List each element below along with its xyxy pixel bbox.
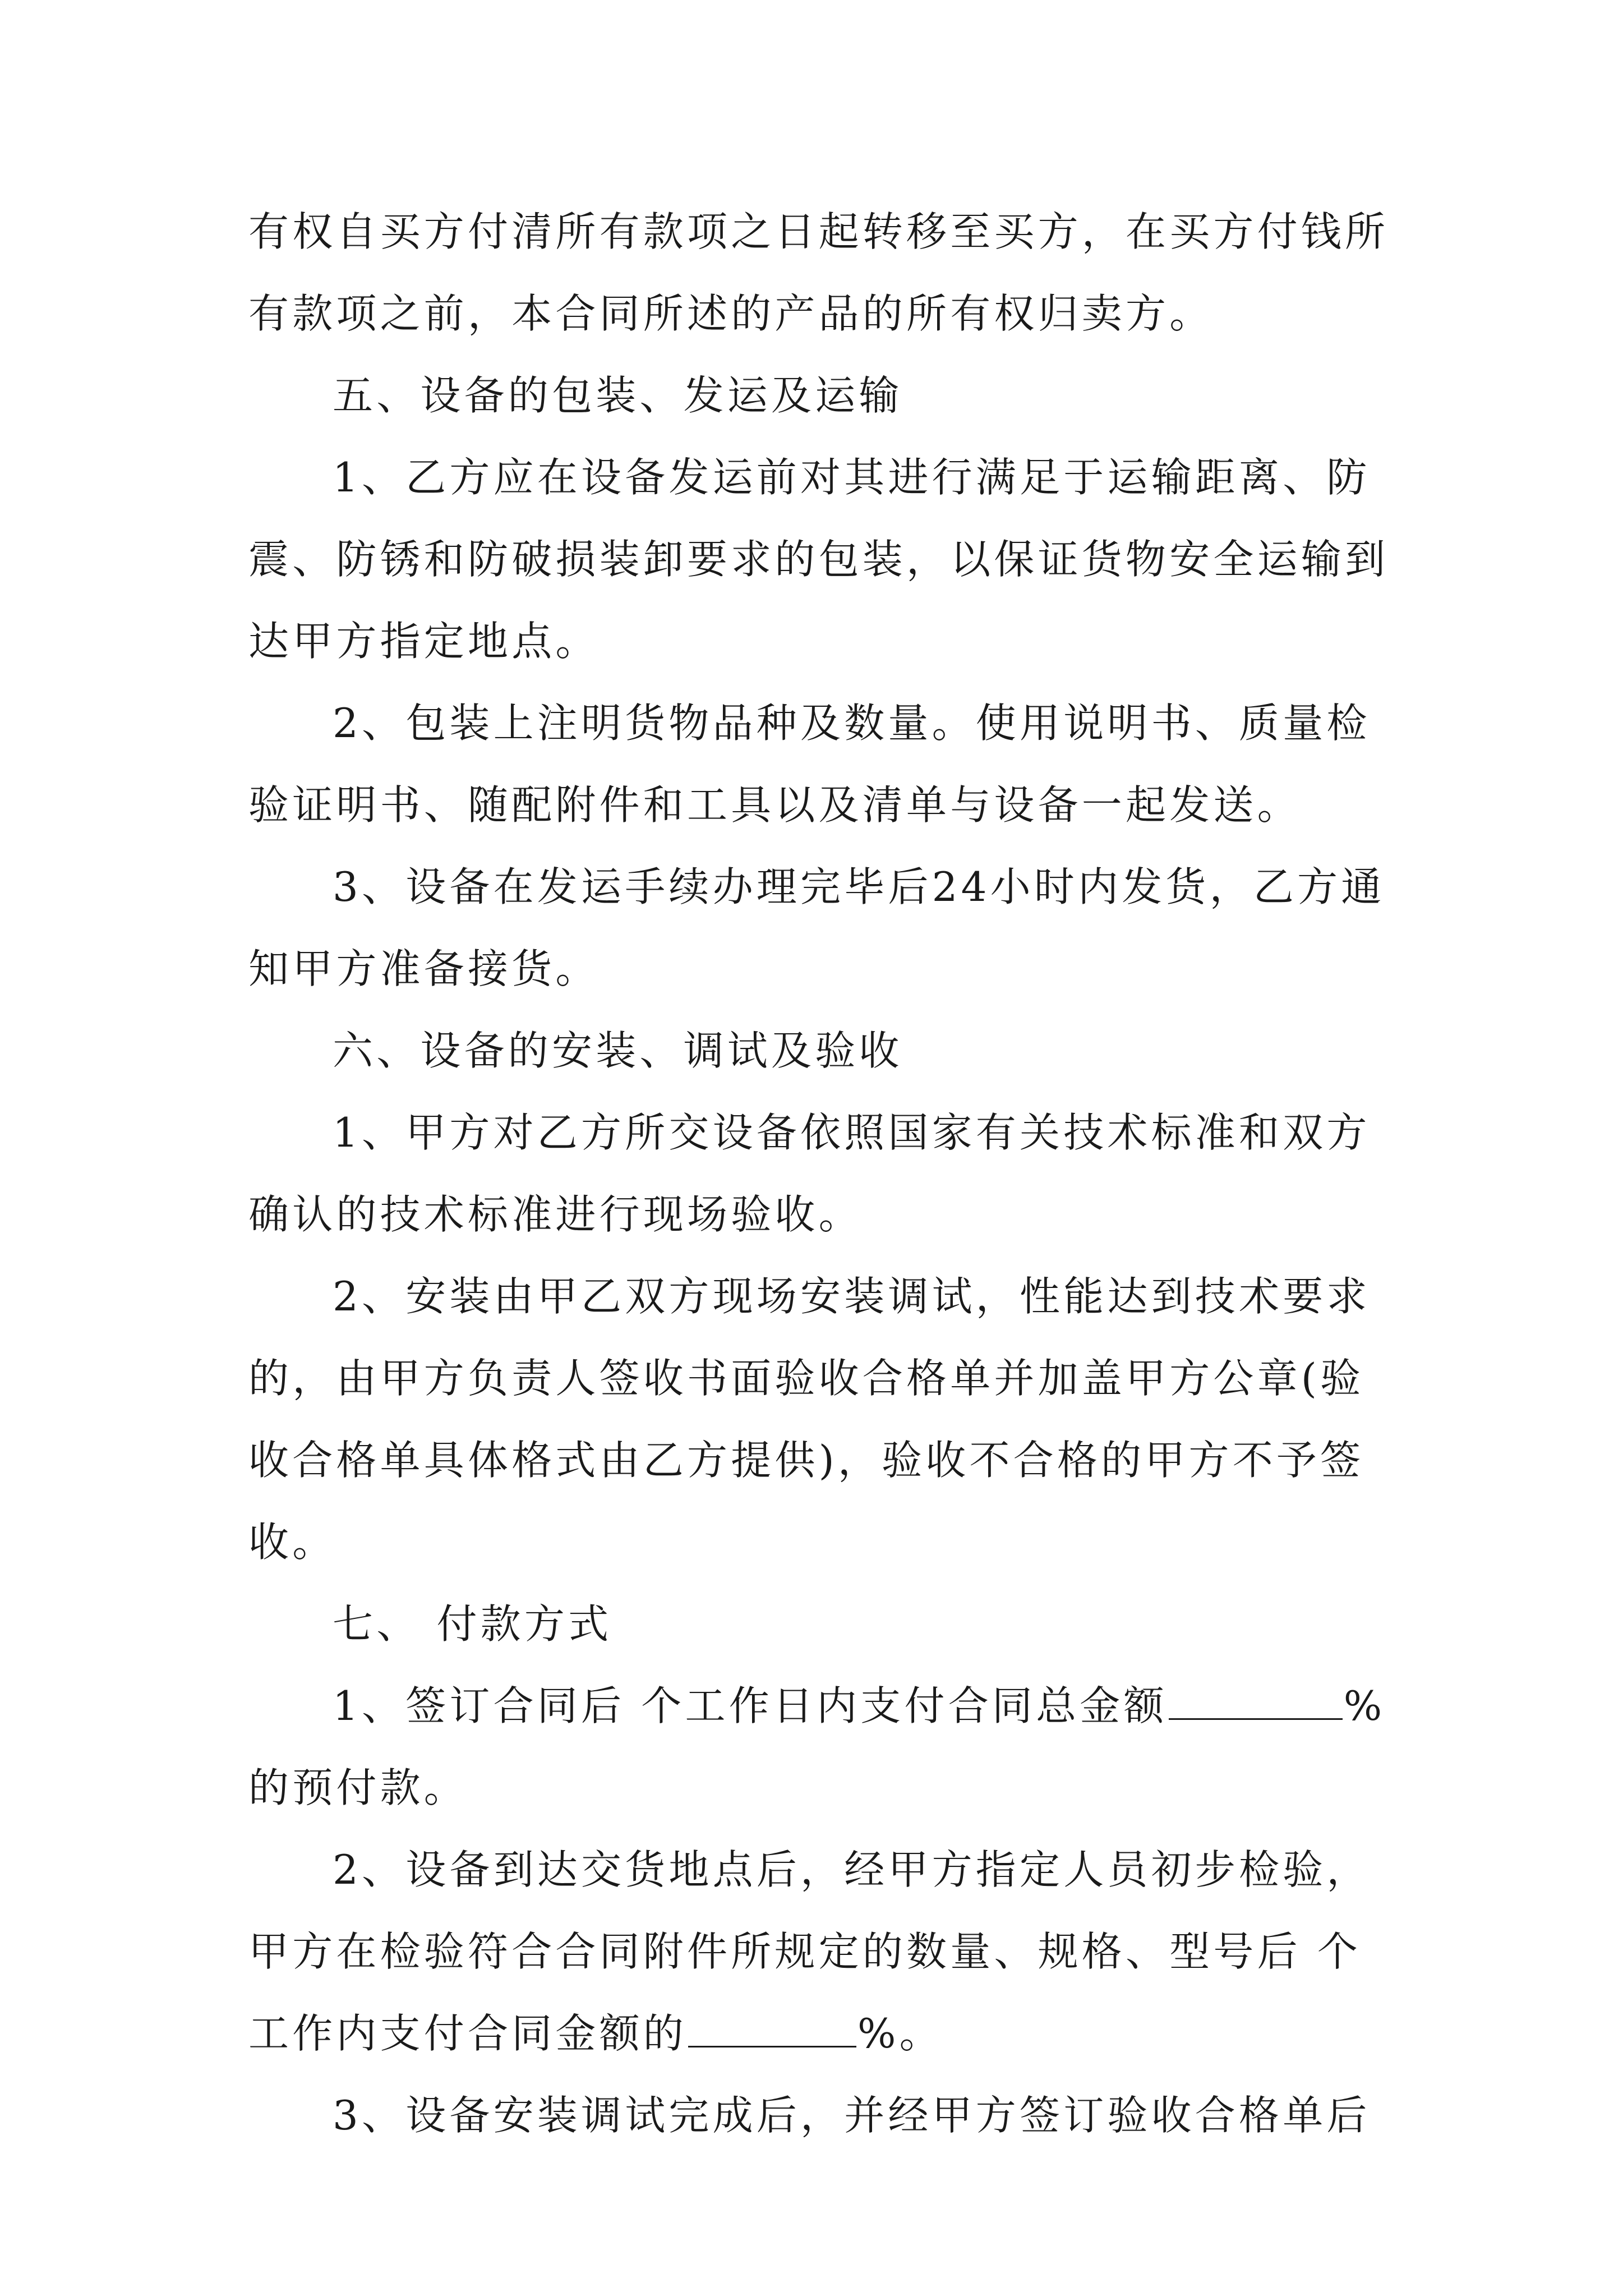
percent-sign: %。 — [857, 2010, 943, 2057]
section-heading: 五、设备的包装、发运及运输 — [333, 372, 903, 419]
text-line: 2、安装由甲乙双方现场安装调试，性能达到技术要求 — [333, 1273, 1371, 1320]
text-line: 确认的技术标准进行现场验收。 — [248, 1191, 863, 1238]
text-line: 有款项之前，本合同所述的产品的所有权归卖方。 — [248, 290, 1214, 337]
text-line: 震、防锈和防破损装卸要求的包装，以保证货物安全运输到 — [248, 536, 1389, 583]
text-line: 1、乙方应在设备发运前对其进行满足于运输距离、防 — [333, 454, 1371, 501]
text-line: 的，由甲方负责人签收书面验收合格单并加盖甲方公章(验 — [248, 1355, 1364, 1402]
blank-field — [1169, 1682, 1343, 1720]
text-line: 2、包装上注明货物品种及数量。使用说明书、质量检 — [333, 700, 1371, 747]
document-body — [248, 191, 1387, 2156]
text-line: 3、设备在发运手续办理完毕后24小时内发货，乙方通 — [333, 863, 1385, 910]
text-line: 的预付款。 — [248, 1764, 468, 1811]
text-line: 知甲方准备接货。 — [248, 945, 600, 992]
text-line: 2、设备到达交货地点后，经甲方指定人员初步检验， — [333, 1846, 1371, 1893]
text-line: 1、甲方对乙方所交设备依照国家有关技术标准和双方 — [333, 1109, 1371, 1156]
percent-sign: % — [1343, 1682, 1386, 1729]
text-line: 有权自买方付清所有款项之日起转移至买方，在买方付钱所 — [248, 208, 1389, 255]
text-line: 甲方在检验符合合同附件所规定的数量、规格、型号后 个 — [248, 1928, 1362, 1975]
section-heading: 六、设备的安装、调试及验收 — [333, 1027, 903, 1074]
text-line: 收合格单具体格式由乙方提供)，验收不合格的甲方不予签 — [248, 1437, 1364, 1484]
text-line: 验证明书、随配附件和工具以及清单与设备一起发送。 — [248, 781, 1301, 829]
text-line: 达甲方指定地点。 — [248, 618, 600, 665]
section-heading: 七、 付款方式 — [333, 1600, 612, 1648]
text-line — [248, 1665, 1387, 1747]
text-line: 收。 — [248, 1519, 336, 1566]
text-line: 3、设备安装调试完成后，并经甲方签订验收合格单后 — [333, 2092, 1371, 2139]
blank-field — [688, 2010, 856, 2047]
payment-term-2-text: 工作内支付合同金额的 — [248, 2010, 688, 2057]
payment-term-1-text: 1、签订合同后 个工作日内支付合同总金额 — [333, 1682, 1168, 1729]
text-line — [248, 1993, 1387, 2074]
